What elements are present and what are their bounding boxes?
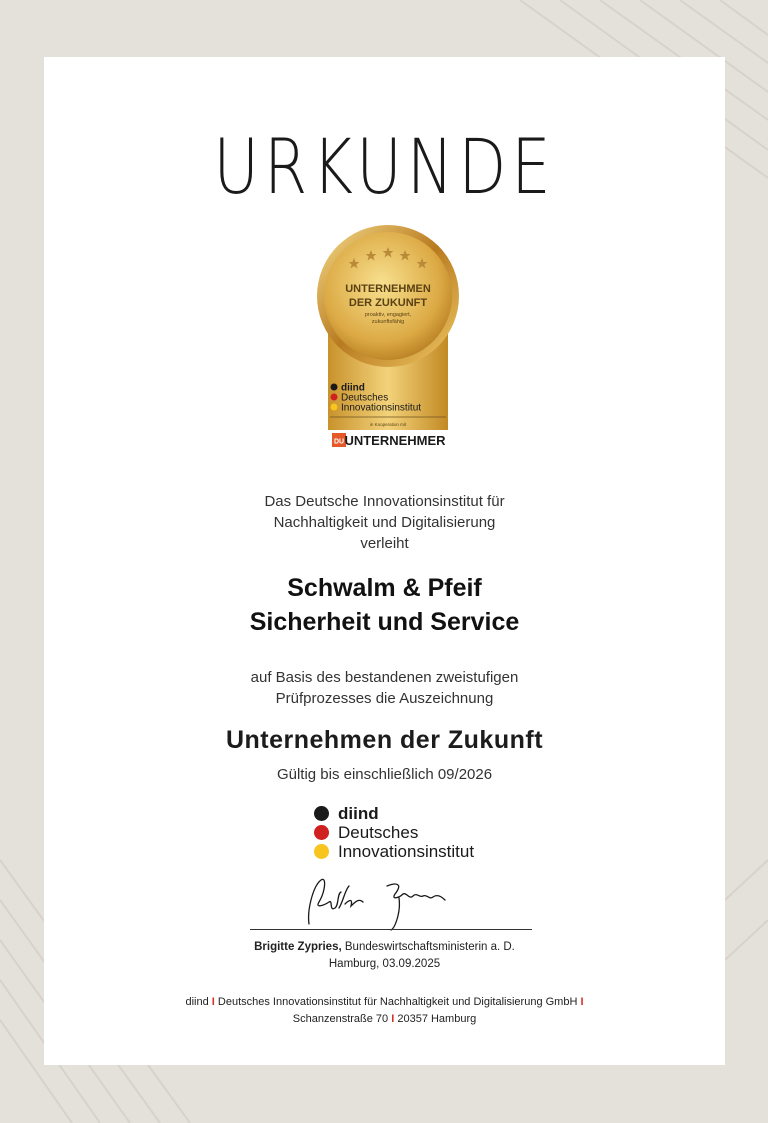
signer-name: Brigitte Zypries,: [254, 941, 342, 953]
logo-line-2: Deutsches: [338, 822, 419, 842]
seal-cooperation: in Kooperation mit: [369, 422, 407, 427]
signer-role: Bundeswirtschaftsministerin a. D.: [344, 941, 515, 953]
signer-info: [44, 939, 725, 973]
award-name: Unternehmen der Zukunft: [225, 726, 544, 754]
seal-tagline-2: zukunftsfähig: [371, 319, 405, 325]
footer-address: [44, 994, 725, 1028]
footer-separator: I: [211, 996, 215, 1008]
seal-tagline-1: proaktiv, engagiert,: [364, 312, 412, 318]
logo-dot-black: [314, 806, 329, 821]
logo-line-3: Innovationsinstitut: [338, 841, 475, 861]
seal-logo-name: diind: [341, 382, 365, 394]
seal-logo-dot-red: [331, 394, 338, 401]
seal-title-line2: DER ZUKUNFT: [348, 297, 428, 309]
seal-logo-dot-yellow: [331, 404, 338, 411]
company-subtitle: Sicherheit und Service: [249, 608, 520, 636]
footer-brand: diind: [185, 996, 209, 1008]
logo-name: diind: [338, 803, 379, 823]
partner-logo-name: UNTERNEHMER: [344, 433, 446, 448]
footer-street: Schanzenstraße 70: [292, 1013, 389, 1025]
intro-line-3: verleiht: [360, 535, 409, 552]
certificate-title: URKUNDE: [213, 122, 556, 211]
validity-text: Gültig bis einschließlich 09/2026: [276, 766, 493, 783]
logo-dot-red: [314, 825, 329, 840]
partner-logo-mark-text: DU: [333, 438, 345, 446]
basis-text: [44, 667, 725, 709]
footer-city: 20357 Hamburg: [397, 1013, 477, 1025]
seal-title-line1: UNTERNEHMEN: [345, 283, 431, 295]
seal-logo-line3: Innovationsinstitut: [341, 402, 422, 414]
basis-line-2: Prüfprozesses die Auszeichnung: [275, 690, 494, 707]
intro-line-2: Nachhaltigkeit und Digitalisierung: [273, 514, 496, 531]
award-seal: [314, 222, 462, 470]
footer-separator: I: [580, 996, 584, 1008]
certificate-paper: [44, 57, 725, 1065]
logo-dot-yellow: [314, 844, 329, 859]
intro-text: [44, 491, 725, 554]
signature-line: [250, 929, 532, 930]
seal-logo-dot-black: [331, 384, 338, 391]
seal-logo-line2: Deutsches: [341, 392, 389, 404]
footer-separator: I: [391, 1013, 395, 1025]
handwritten-signature: [299, 872, 469, 932]
footer-company: Deutsches Innovationsinstitut für Nachhaltigkeit und Digitalisierung GmbH: [217, 996, 578, 1008]
institute-logo: [314, 804, 474, 861]
intro-line-1: Das Deutsche Innovationsinstitut für: [264, 493, 505, 510]
company-name: Schwalm & Pfeif: [287, 574, 482, 602]
basis-line-1: auf Basis des bestandenen zweistufigen: [250, 669, 519, 686]
recipient-company: [44, 571, 725, 639]
signing-place-date: Hamburg, 03.09.2025: [328, 958, 441, 970]
